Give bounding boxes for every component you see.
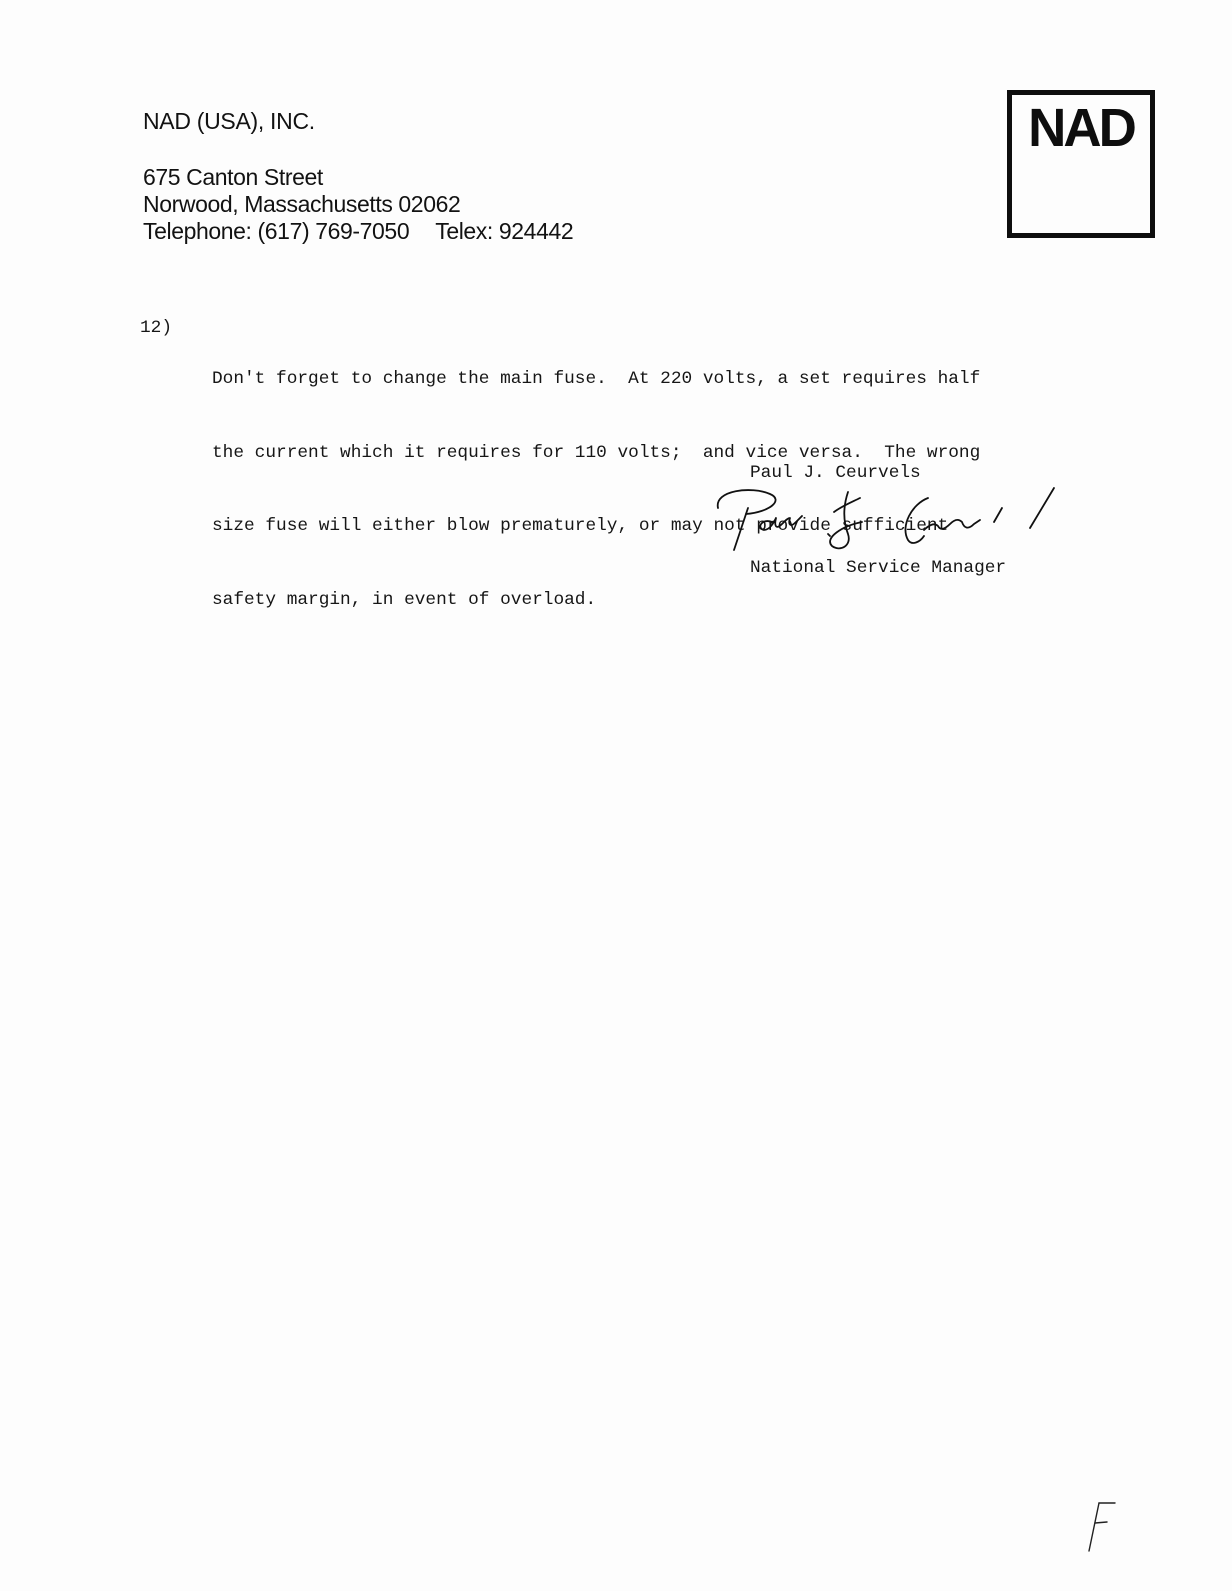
telephone: Telephone: (617) 769-7050 [143,218,410,244]
street-address: 675 Canton Street [143,164,323,190]
company-address [143,164,573,245]
city-state-zip: Norwood, Massachusetts 02062 [143,191,461,217]
nad-logo [1007,90,1155,238]
paragraph-line: Don't forget to change the main fuse. At 220 volts, a set requires half [212,369,981,389]
paragraph-line: size fuse will either blow prematurely, or may not provide sufficient [212,516,949,536]
company-name: NAD (USA), INC. [143,108,315,134]
logo-text: NAD [1028,98,1134,158]
telex: Telex: 924442 [435,218,574,244]
paragraph-line: the current which it requires for 110 volts; and vice versa. The wrong [212,442,981,463]
handwritten-file-mark [1085,1495,1125,1555]
item-number: 12) [140,318,173,338]
signer-name: Paul J. Ceurvels [750,463,921,483]
signer-title: National Service Manager [750,558,1007,578]
paragraph-line: safety margin, in event of overload. [212,589,597,610]
contact-line [143,218,573,245]
handwritten-signature [712,478,1072,558]
